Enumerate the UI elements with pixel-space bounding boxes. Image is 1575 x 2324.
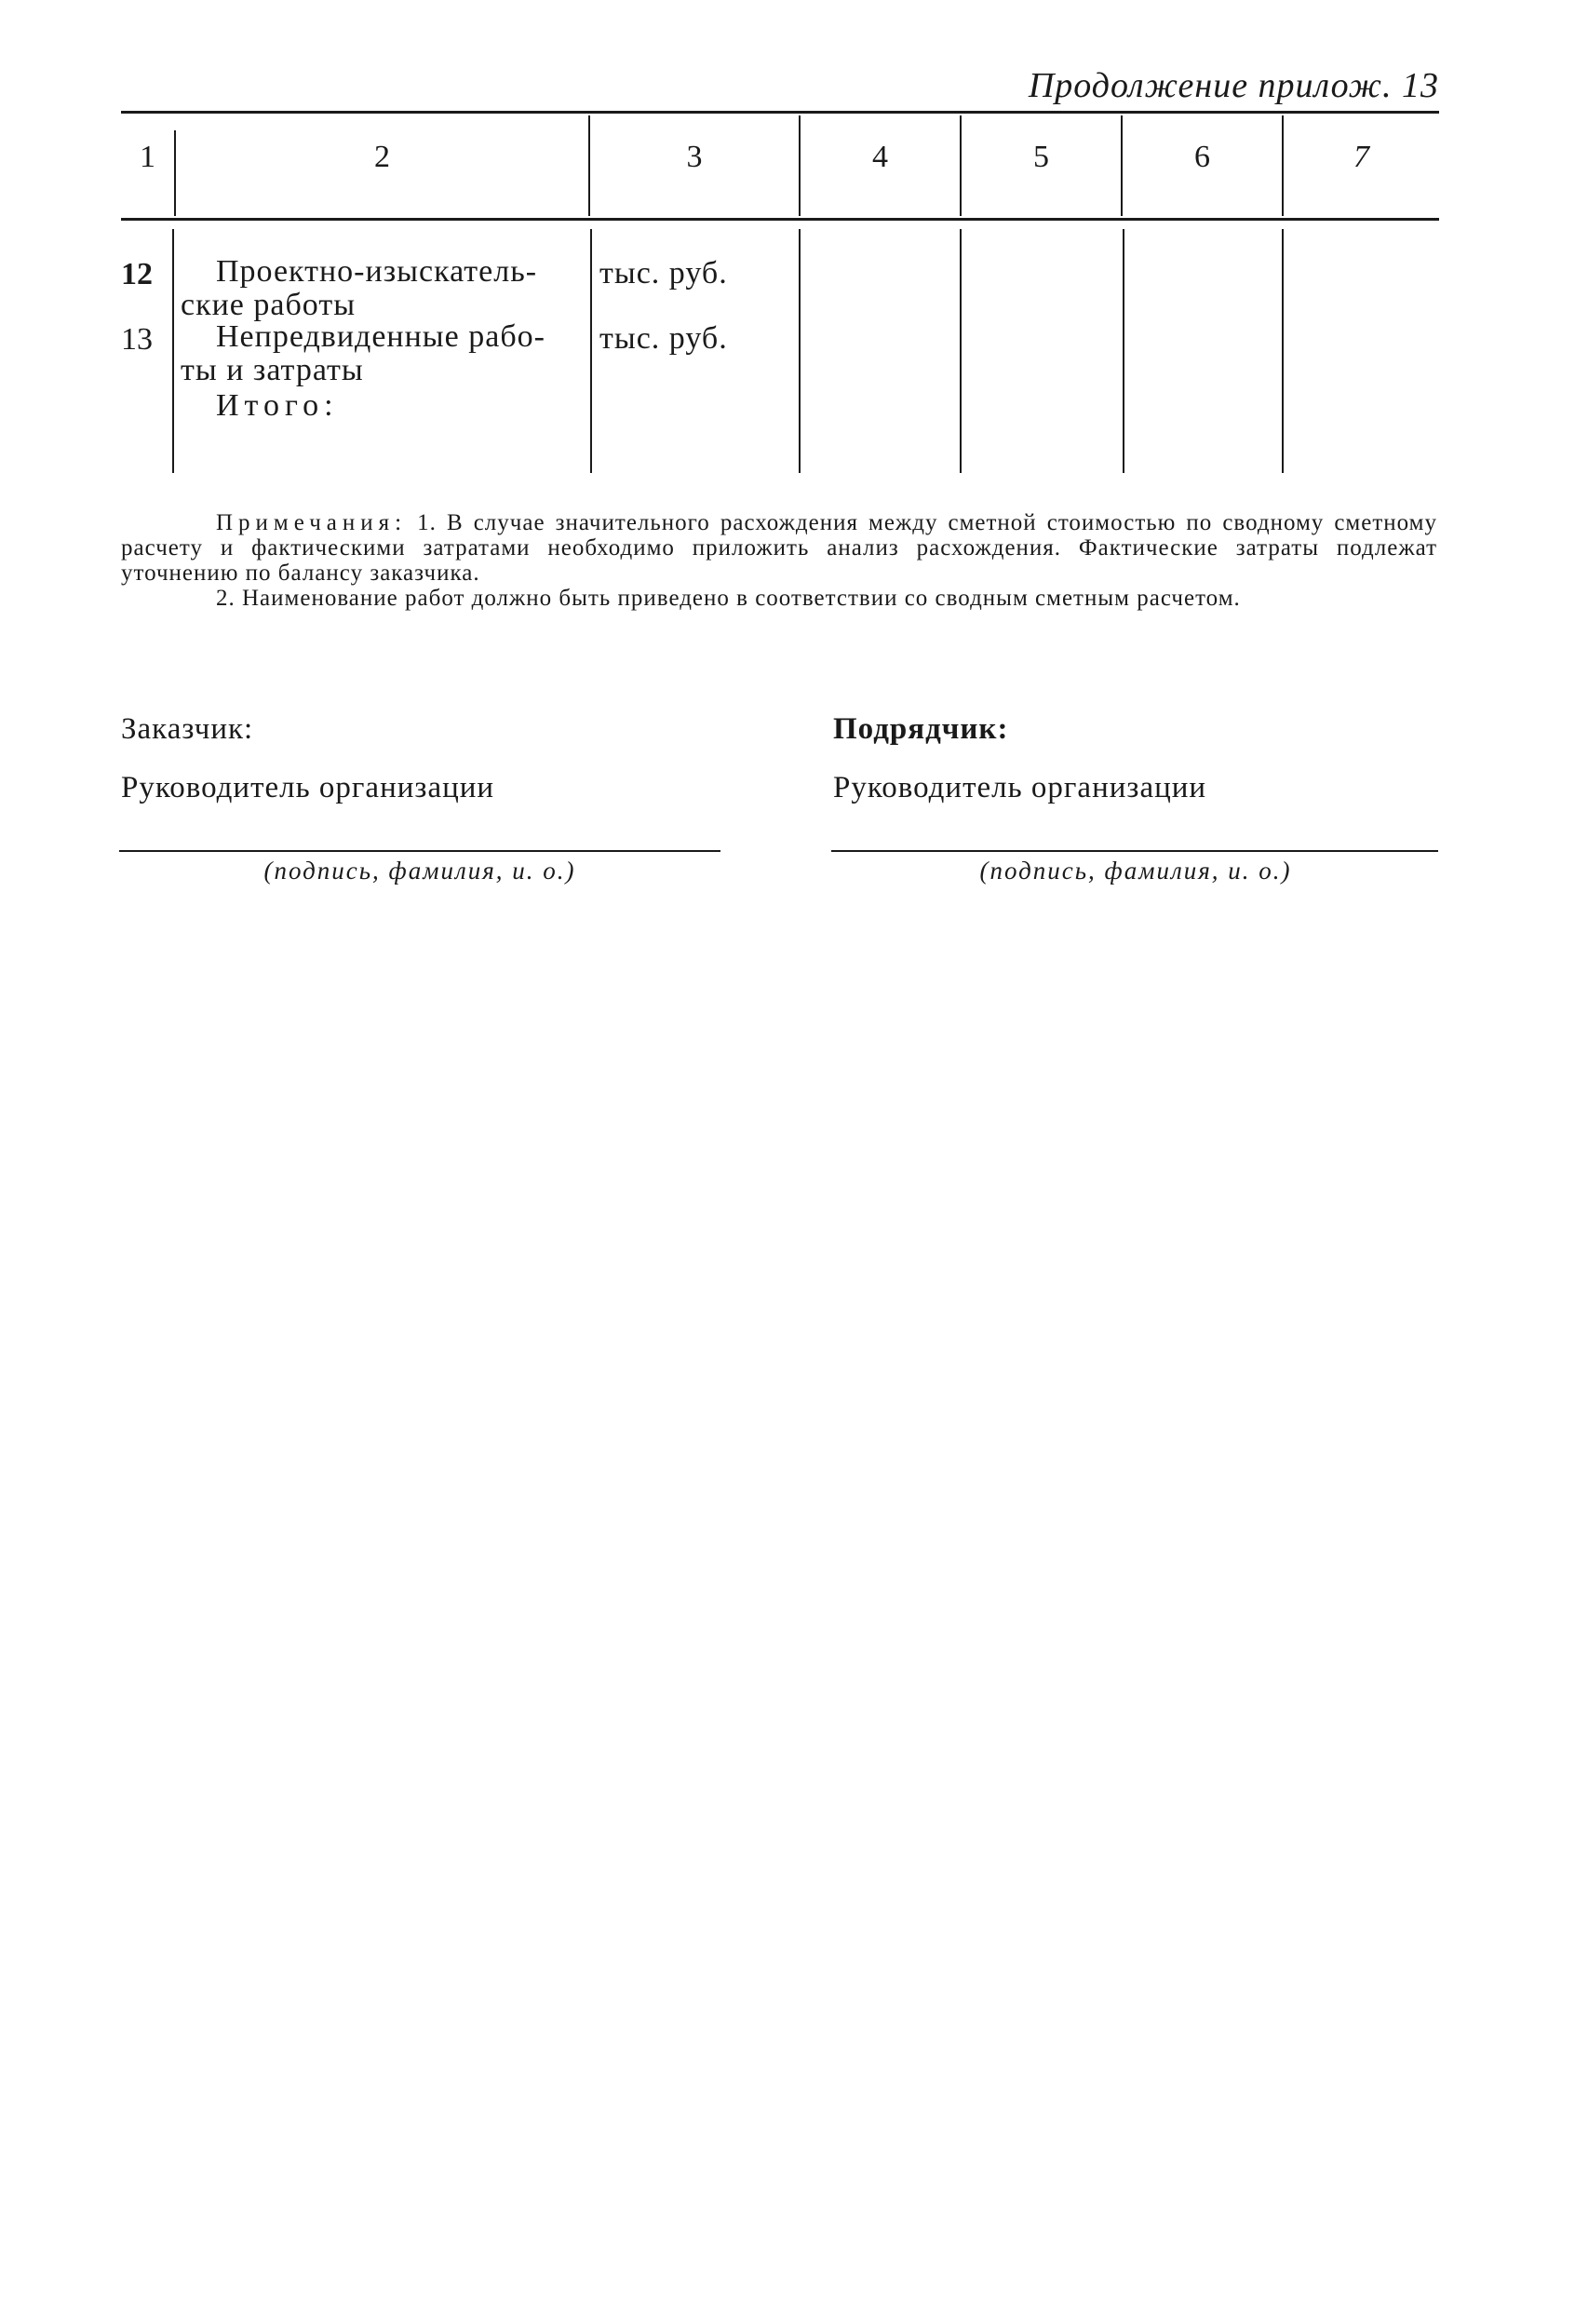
body-divider <box>590 229 592 473</box>
row-unit: тыс. руб. <box>599 256 728 290</box>
row-number: 12 <box>121 257 153 291</box>
customer-signature-hint: (подпись, фамилия, и. о.) <box>263 857 576 885</box>
table-header-rule <box>121 218 1439 221</box>
body-divider <box>799 229 801 473</box>
customer-title: Заказчик: <box>121 712 254 746</box>
customer-role: Руководитель организации <box>121 771 495 804</box>
row-unit: тыс. руб. <box>599 321 728 356</box>
row-name-line: ские работы <box>181 288 357 322</box>
row-name <box>181 320 586 387</box>
contractor-signature-hint: (подпись, фамилия, и. о.) <box>979 857 1292 885</box>
body-divider <box>172 229 174 473</box>
row-name <box>181 255 586 322</box>
body-divider <box>1123 229 1124 473</box>
total-label: Итого: <box>216 388 339 423</box>
column-number: 7 <box>1353 140 1369 174</box>
column-number: 3 <box>686 140 703 174</box>
note-2: 2. Наименование работ должно быть приведено в соответствии со сводным сметным расчетом. <box>216 586 1241 611</box>
body-divider <box>960 229 962 473</box>
contractor-title: Подрядчик: <box>833 712 1009 746</box>
table-top-rule <box>121 111 1439 114</box>
column-number: 6 <box>1194 140 1210 174</box>
contractor-signature-line <box>831 850 1438 852</box>
customer-signature-line <box>119 850 720 852</box>
page-header: Продолжение прилож. 13 <box>1028 66 1439 105</box>
column-number: 4 <box>872 140 888 174</box>
body-divider <box>1282 229 1284 473</box>
contractor-role: Руководитель организации <box>833 771 1207 804</box>
row-number: 13 <box>121 322 153 357</box>
notes-label: Примечания: <box>216 510 408 535</box>
note-1 <box>121 510 1437 586</box>
row-name-line: Непредвиденные рабо- <box>216 319 545 354</box>
note-1-text: 1. В случае значительного расхождения между сметной стоимостью по сводному сметному расчету и фактическими затратами необходимо приложить анализ расхождения. Фактические затраты подлежат уточнению по балансу заказчика. <box>121 510 1438 586</box>
column-number: 5 <box>1033 140 1049 174</box>
notes <box>121 510 1437 611</box>
row-name-line: ты и затраты <box>181 353 364 387</box>
row-name-line: Проектно-изыскатель- <box>216 254 538 289</box>
column-number: 2 <box>374 140 390 174</box>
column-number: 1 <box>140 140 155 174</box>
